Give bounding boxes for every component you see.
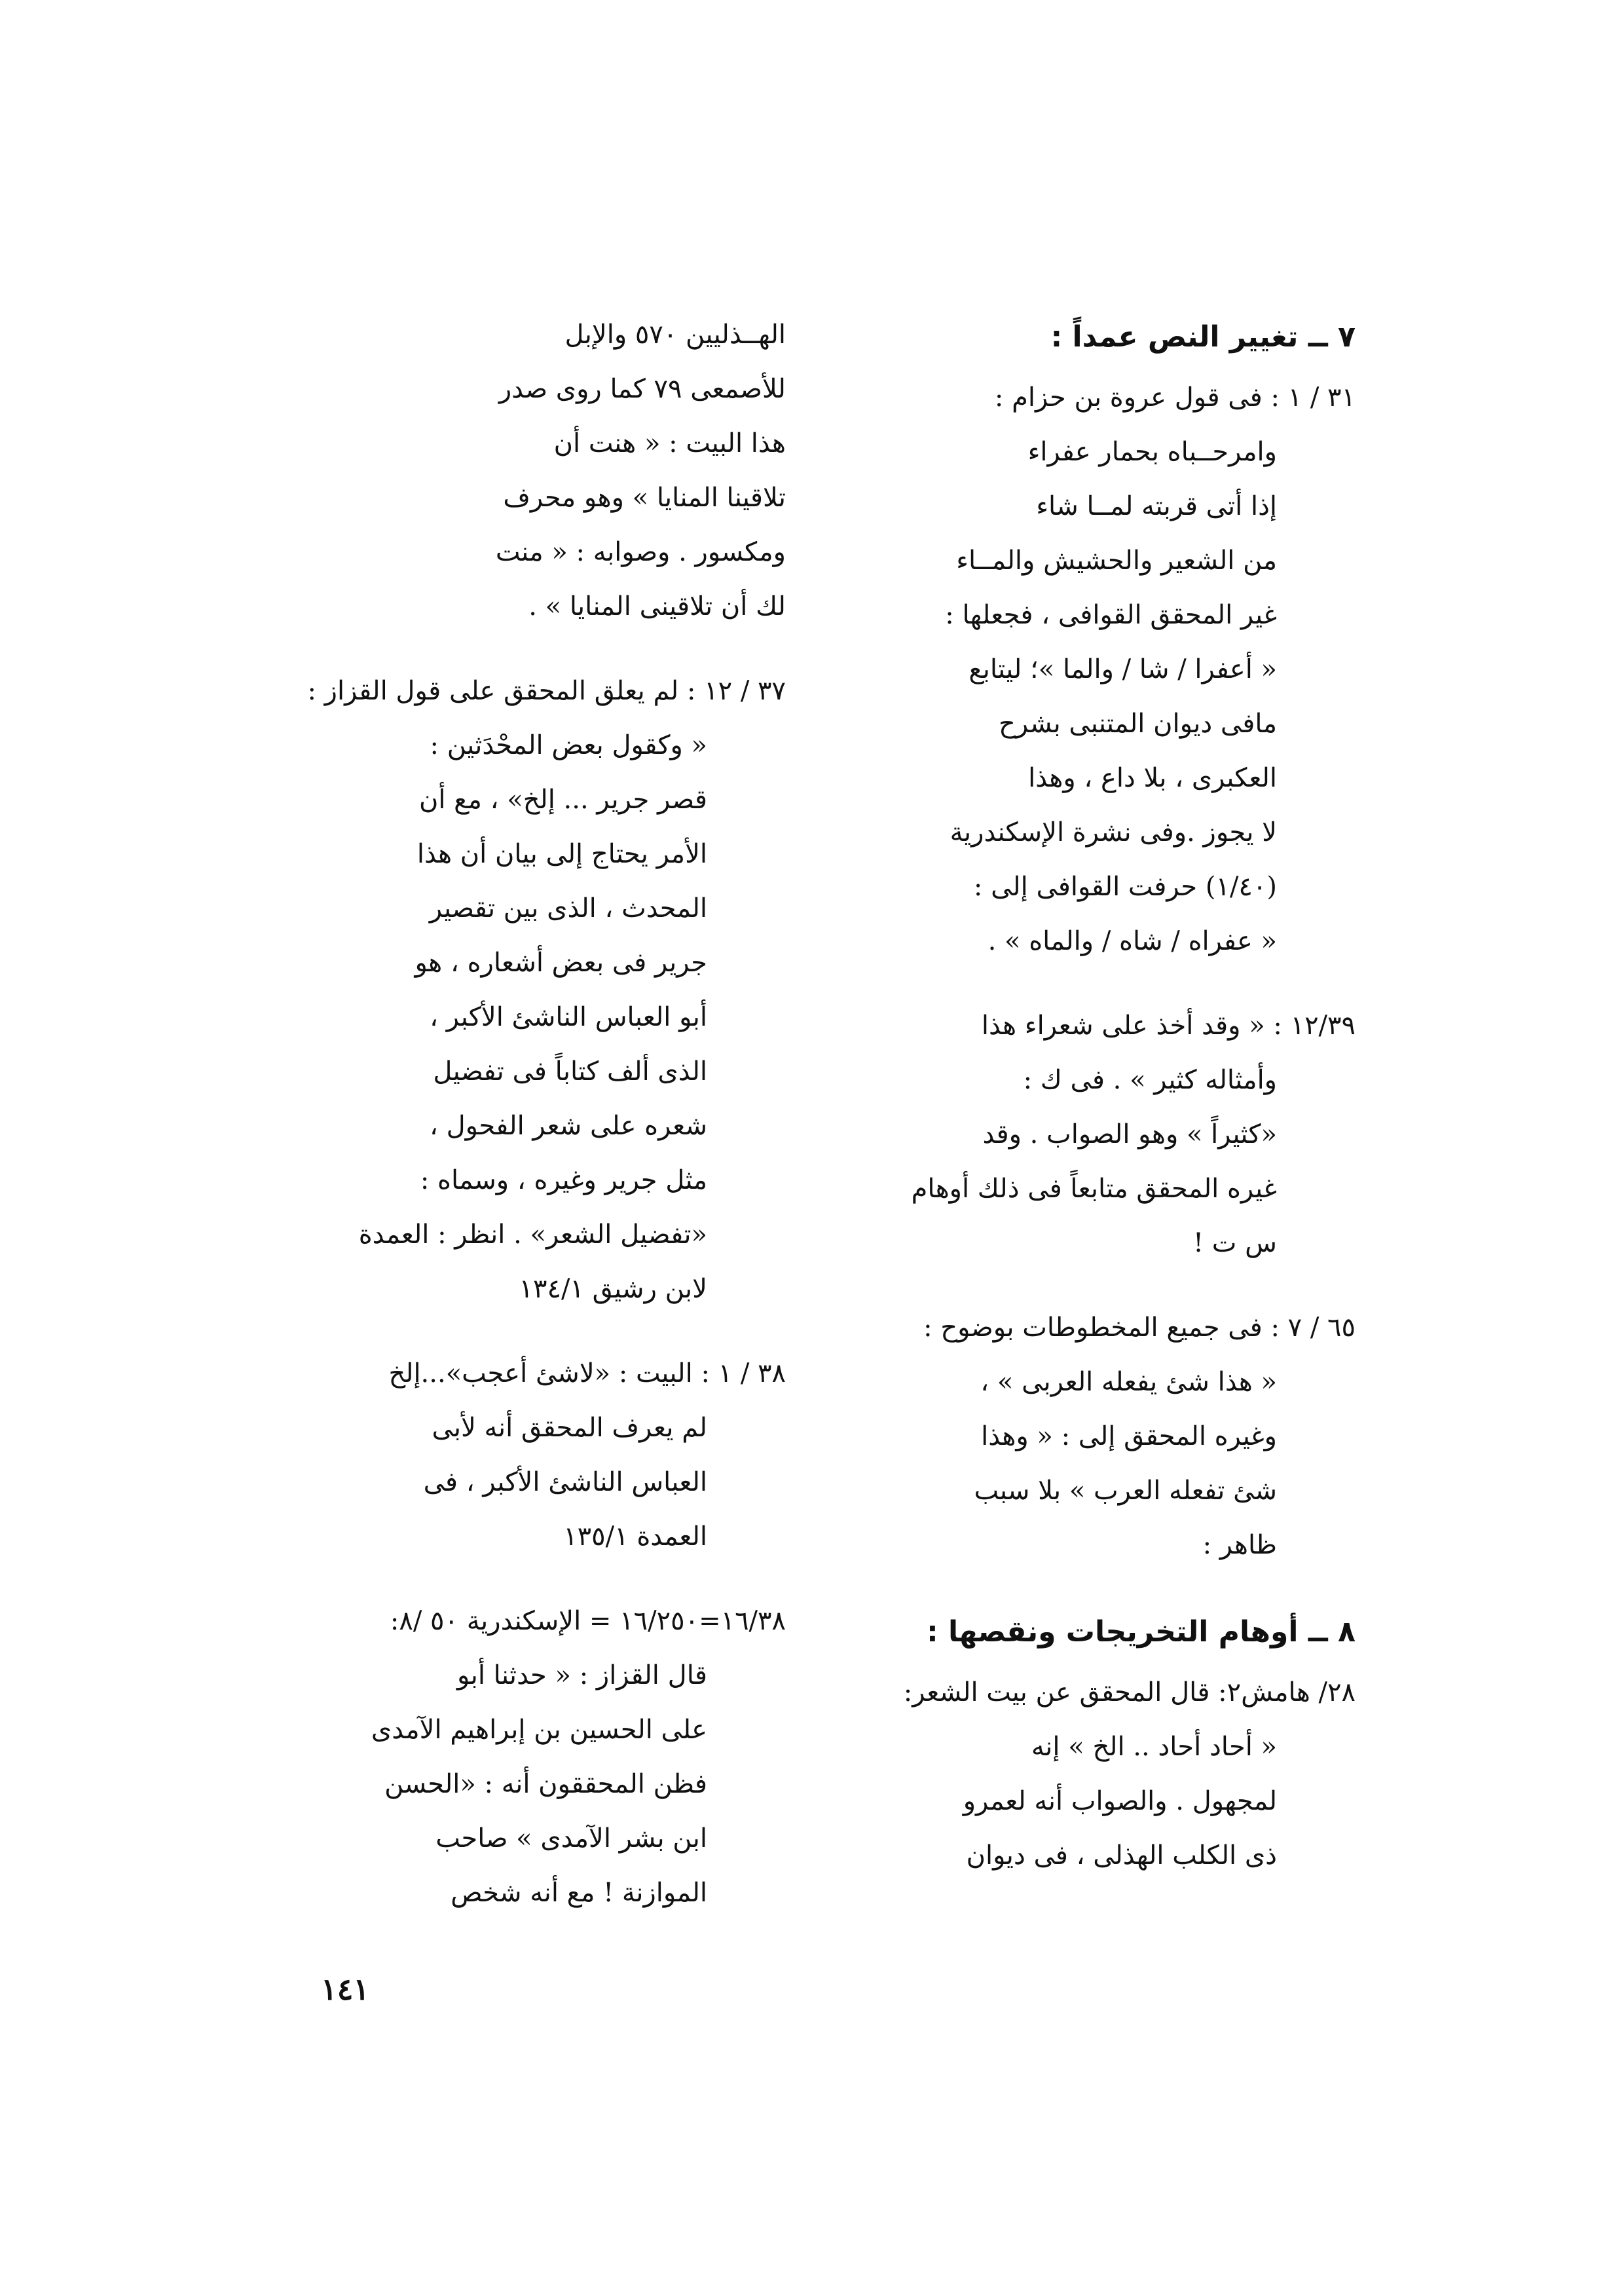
entry-line: وأمثاله كثير » . فى ك : (1023, 1065, 1277, 1095)
entry-line: من الشعير والحشيش والمــاء (956, 546, 1277, 576)
entry-line: جرير فى بعض أشعاره ، هو (415, 948, 707, 978)
entry-line: «تفضيل الشعر» . انظر : العمدة (358, 1220, 707, 1250)
entry-line: ١٦/٣٨=١٦/٢٥٠ = الإسكندرية ٥٠ /٨: (390, 1606, 786, 1636)
entry-38-16 (262, 1594, 786, 1920)
entry-39-12 (819, 999, 1356, 1271)
entry-line: وغيره المحقق إلى : « وهذا (981, 1421, 1277, 1451)
entry-line: قال القزاز : « حدثنا أبو (457, 1660, 707, 1690)
entry-line: (١/٤٠) حرفت القوافى إلى : (973, 872, 1277, 902)
entry-31-1 (819, 371, 1356, 969)
entry-line: العكبرى ، بلا داع ، وهذا (1028, 763, 1277, 793)
continuation-block (262, 308, 786, 634)
entry-line: العباس الناشئ الأكبر ، فى (423, 1467, 707, 1497)
entry-line: شئ تفعله العرب » بلا سبب (974, 1476, 1277, 1506)
entry-line: ابن بشر الآمدى » صاحب (435, 1823, 707, 1854)
entry-line: قصر جرير ... إلخ» ، مع أن (418, 785, 707, 815)
entry-line: لا يجوز .وفى نشرة الإسكندرية (950, 817, 1277, 848)
entry-line: الذى ألف كتاباً فى تفضيل (433, 1056, 707, 1087)
section-heading-7: ٧ ــ تغيير النص عمداً : (1050, 320, 1356, 354)
entry-line: «كثيراً » وهو الصواب . وقد (982, 1119, 1277, 1149)
page-number: ١٤١ (321, 1971, 370, 2007)
entry-line: غيره المحقق متابعاً فى ذلك أوهام (911, 1174, 1277, 1204)
entry-65-7 (819, 1301, 1356, 1573)
entry-line: ٣٨ / ١ : البيت : «لاشئ أعجب»...إلخ (388, 1358, 786, 1389)
entry-line: وامرحــباه بحمار عفراء (1027, 437, 1277, 467)
entry-line: على الحسين بن إبراهيم الآمدى (371, 1715, 707, 1745)
entry-line: « أعفرا / شا / والما »؛ ليتابع (969, 654, 1277, 684)
entry-line: ٦٥ / ٧ : فى جميع المخطوطات بوضوح : (923, 1313, 1356, 1343)
continuation-line: للأصمعى ٧٩ كما روى صدر (498, 374, 786, 404)
entry-line: شعره على شعر الفحول ، (429, 1111, 707, 1141)
entry-line: لابن رشيق ١٣٤/١ (519, 1274, 707, 1304)
entry-line: الأمر يحتاج إلى بيان أن هذا (416, 839, 707, 869)
continuation-line: الهــذليين ٥٧٠ والإبل (564, 320, 786, 350)
entry-line: لم يعرف المحقق أنه لأبى (432, 1413, 707, 1443)
entry-line: « هذا شئ يفعله العربى » ، (980, 1367, 1277, 1397)
entry-line: لمجهول . والصواب أنه لعمرو (963, 1786, 1277, 1816)
entry-line: العمدة ١٣٥/١ (563, 1521, 707, 1552)
entry-line: مافى ديوان المتنبى بشرح (999, 709, 1277, 739)
entry-38-1 (262, 1347, 786, 1564)
entry-line: « وكقول بعض المحْدَثين : (430, 730, 707, 760)
entry-line: فظن المحققون أنه : «الحسن (384, 1769, 707, 1799)
entry-line: أبو العباس الناشئ الأكبر ، (430, 1002, 707, 1032)
entry-line: ذى الكلب الهذلى ، فى ديوان (966, 1840, 1277, 1871)
entry-line: ظاهر : (1202, 1530, 1277, 1560)
entry-line: ١٢/٣٩ : « وقد أخذ على شعراء هذا (981, 1011, 1356, 1041)
entry-line: مثل جرير وغيره ، وسماه : (420, 1165, 707, 1195)
continuation-line: تلاقينا المنايا » وهو محرف (503, 483, 786, 513)
entry-line: غير المحقق القوافى ، فجعلها : (945, 600, 1277, 630)
left-column (262, 308, 786, 1950)
entry-line: الموازنة ! مع أنه شخص (451, 1878, 707, 1908)
entry-line: ٢٨/ هامش٢: قال المحقق عن بيت الشعر: (903, 1677, 1356, 1707)
right-column (819, 308, 1356, 1913)
entry-line: ٣٧ / ١٢ : لم يعلق المحقق على قول القزاز : (307, 676, 786, 706)
entry-line: « أحاد أحاد .. الخ » إنه (1031, 1732, 1277, 1762)
entry-line: إذا أتى قربته لمــا شاء (1036, 491, 1277, 521)
entry-28-footnote (819, 1666, 1356, 1883)
section-heading-8: ٨ ــ أوهام التخريجات ونقصها : (927, 1615, 1356, 1649)
entry-37-12 (262, 664, 786, 1316)
entry-line: المحدث ، الذى بين تقصير (429, 893, 707, 924)
continuation-line: لك أن تلاقينى المنايا » . (528, 591, 786, 622)
entry-line: ٣١ / ١ : فى قول عروة بن حزام : (994, 382, 1356, 413)
entry-line: « عفراه / شاه / والماه » . (987, 926, 1277, 956)
entry-line: س ت ! (1193, 1228, 1277, 1258)
continuation-line: ومكسور . وصوابه : « منت (495, 537, 786, 567)
continuation-line: هذا البيت : « هنت أن (553, 428, 786, 458)
